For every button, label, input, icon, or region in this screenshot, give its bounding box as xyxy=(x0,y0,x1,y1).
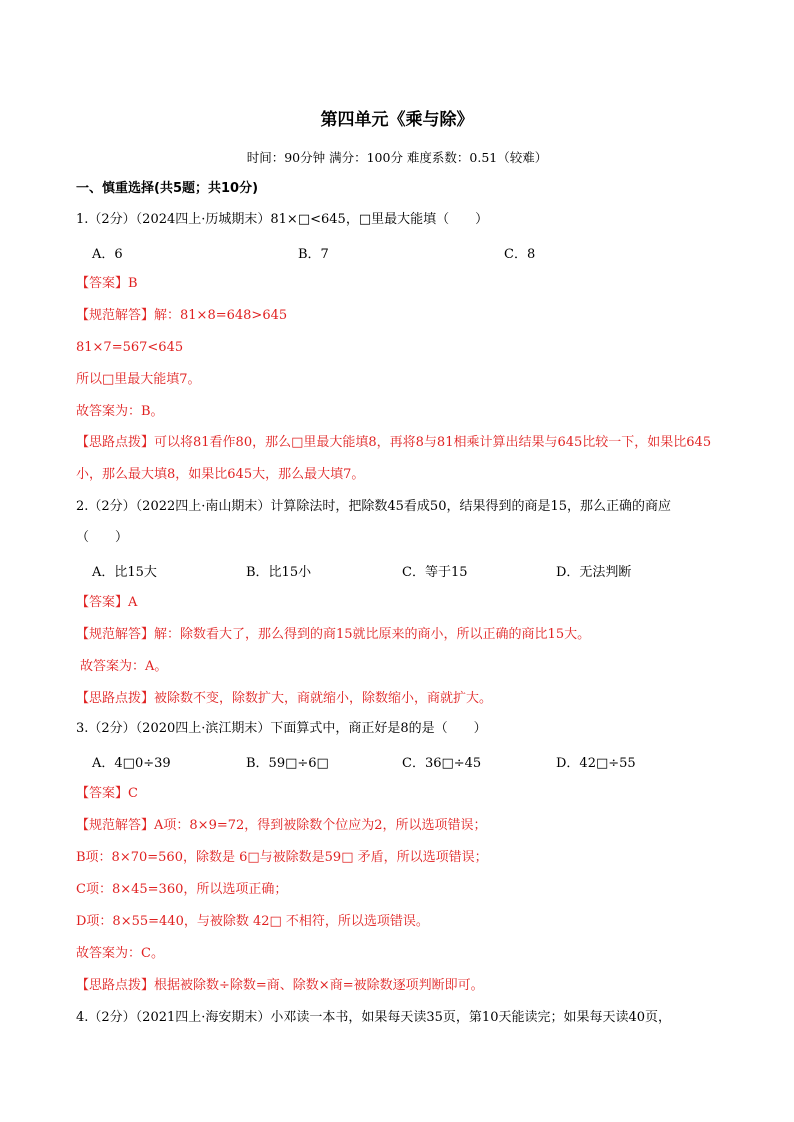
q1-solution xyxy=(76,307,287,325)
q3-option-d: D．42□÷55 xyxy=(556,756,636,771)
q2-hint xyxy=(76,690,492,708)
q2-stem-line-2: （ ） xyxy=(76,530,129,545)
q3-hint-text: 根据被除数÷除数=商、除数×商=被除数逐项判断即可。 xyxy=(154,978,484,993)
q2-answer-value: A xyxy=(128,595,138,610)
q3-answer xyxy=(76,785,138,803)
page-title: 第四单元《乘与除》 xyxy=(320,110,474,130)
q3-solution-line-2: B项：8×70=560，除数是 6□与被除数是59□ 矛盾，所以选项错误； xyxy=(76,850,488,865)
q1-solution-line-3: 所以□里最大能填7。 xyxy=(76,372,201,387)
q2-answer xyxy=(76,594,137,612)
q3-solution xyxy=(76,817,487,835)
q2-solution-text: 解：除数看大了，那么得到的商15就比原来的商小，所以正确的商比15大。 xyxy=(154,627,591,642)
q1-answer xyxy=(76,275,138,293)
answer-label: 【答案】 xyxy=(76,276,129,291)
q3-conclusion: 故答案为：C。 xyxy=(76,946,164,961)
q1-solution-line-4: 故答案为：B。 xyxy=(76,404,164,419)
q3-solution-line-1: A项：8×9=72，得到被除数个位应为2，所以选项错误； xyxy=(154,818,487,833)
q2-conclusion: 故答案为：A。 xyxy=(80,659,168,674)
q1-answer-value: B xyxy=(128,276,138,291)
q1-solution-line-2: 81×7=567<645 xyxy=(76,340,184,355)
q1-solution-line-1: 解：81×8=648>645 xyxy=(154,308,288,323)
q2-hint-text: 被除数不变，除数扩大，商就缩小，除数缩小，商就扩大。 xyxy=(154,691,493,706)
q1-option-b: B．7 xyxy=(298,247,329,262)
answer-label: 【答案】 xyxy=(76,786,129,801)
q2-option-c: C．等于15 xyxy=(402,565,468,580)
solution-label: 【规范解答】 xyxy=(76,308,155,323)
solution-label: 【规范解答】 xyxy=(76,818,155,833)
q3-option-b: B．59□÷6□ xyxy=(246,756,329,771)
q3-option-c: C．36□÷45 xyxy=(402,756,482,771)
q3-solution-line-4: D项：8×55=440，与被除数 42□ 不相符，所以选项错误。 xyxy=(76,914,429,929)
hint-label: 【思路点拨】 xyxy=(76,691,155,706)
hint-label: 【思路点拨】 xyxy=(76,978,155,993)
q2-option-d: D．无法判断 xyxy=(556,565,632,580)
exam-meta: 时间：90分钟 满分：100分 难度系数：0.51（较难） xyxy=(246,150,548,165)
q2-option-b: B．比15小 xyxy=(246,565,312,580)
q2-option-a: A．比15大 xyxy=(92,565,157,580)
q1-option-a: A．6 xyxy=(92,247,123,262)
q2-solution xyxy=(76,626,590,644)
q3-solution-line-3: C项：8×45=360，所以选项正确； xyxy=(76,882,288,897)
q1-hint xyxy=(76,427,716,491)
q3-answer-value: C xyxy=(128,786,138,801)
q1-hint-text: 可以将81看作80，那么□里最大能填8，再将8与81相乘计算出结果与645比较一下，如果比645小，那么最大填8，如果比645大，那么最大填7。 xyxy=(76,435,712,482)
solution-label: 【规范解答】 xyxy=(76,627,155,642)
q1-stem: 1.（2分）（2024四上·历城期末）81×□<645，□里最大能填（ ） xyxy=(76,212,489,227)
q3-hint xyxy=(76,977,484,995)
q3-stem: 3.（2分）（2020四上·滨江期末）下面算式中，商正好是8的是（ ） xyxy=(76,721,487,736)
answer-label: 【答案】 xyxy=(76,595,129,610)
q4-stem: 4.（2分）（2021四上·海安期末）小邓读一本书，如果每天读35页，第10天能读完；如果每天读40页， xyxy=(76,1010,672,1025)
hint-label: 【思路点拨】 xyxy=(76,435,155,450)
q2-stem-line-1: 2.（2分）（2022四上·南山期末）计算除法时，把除数45看成50，结果得到的商是15，那么正确的商应 xyxy=(76,499,672,514)
q3-option-a: A．4□0÷39 xyxy=(92,756,171,771)
q1-option-c: C．8 xyxy=(504,247,536,262)
section-heading: 一、慎重选择(共5题；共10分) xyxy=(76,181,259,196)
